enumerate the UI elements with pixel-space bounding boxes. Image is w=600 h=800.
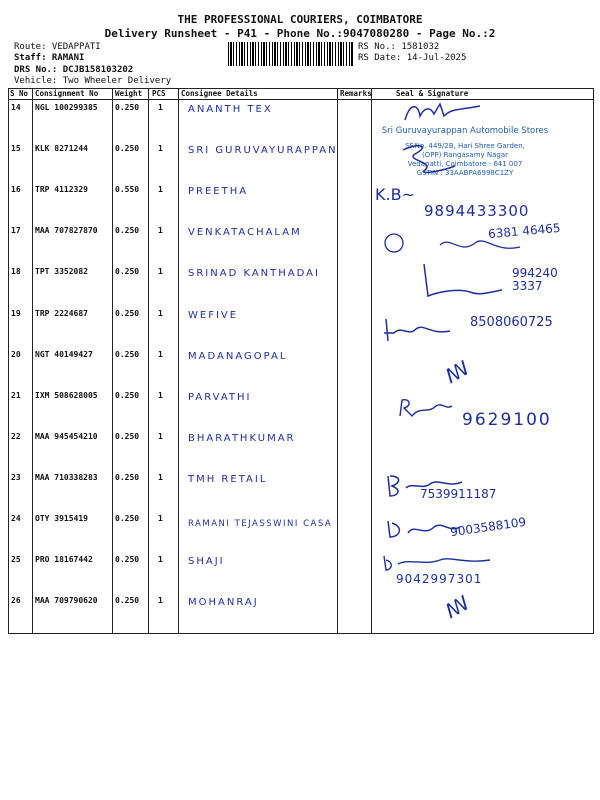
consignee-name: WEFIVE: [188, 309, 239, 321]
consignment-number: TPT 3352082: [35, 267, 88, 277]
consignee-name: PARVATHI: [188, 391, 252, 403]
weight: 0.250: [115, 308, 140, 318]
consignee-name: SRI GURUVAYURAPPAN: [188, 145, 338, 157]
consignee-name: ANANTH TEX: [188, 104, 273, 115]
stamp-line: GSTIN : 33AABPA6998C1ZY: [416, 169, 514, 177]
weight: 0.250: [115, 514, 140, 523]
signature-26: ꟿ: [440, 590, 474, 624]
consignee-name: BHARATHKUMAR: [188, 432, 296, 444]
pcs: 1: [158, 472, 163, 482]
sno: 18: [11, 267, 21, 277]
drs-number: DRS No.: DCJB158103202: [14, 65, 134, 75]
col-consignee: Consignee Details: [181, 89, 258, 98]
col-remarks: Remarks: [340, 89, 372, 98]
consignment-number: MAA 709790620: [35, 596, 98, 606]
stamp-line: SF.No. 449/2B, Hari Shree Garden,: [405, 142, 525, 150]
pcs: 1: [158, 596, 163, 606]
col-consignment: Consignment No: [35, 89, 99, 98]
sno: 20: [11, 349, 21, 359]
weight: 0.250: [115, 267, 140, 277]
phone-19: 8508060725: [470, 315, 553, 330]
col-signature: Seal & Signature: [396, 89, 469, 98]
sno: 21: [11, 390, 21, 400]
runsheet-subtitle: Delivery Runsheet - P41 - Phone No.:9047080280 - Page No.:2: [104, 27, 496, 40]
phone-25: 9042997301: [396, 572, 483, 586]
consignee-name: VENKATACHALAM: [188, 227, 302, 239]
consignee-name: MADANAGOPAL: [188, 350, 288, 362]
signature-16: K.B~: [375, 185, 416, 204]
weight: 0.250: [115, 555, 140, 565]
barcode: [228, 42, 353, 66]
weight: 0.250: [115, 596, 140, 606]
vehicle: Vehicle: Two Wheeler Delivery: [14, 76, 172, 86]
col-pcs: PCS: [152, 89, 166, 98]
table-row: [8, 428, 594, 469]
table-row: [8, 346, 594, 387]
pcs: 1: [158, 226, 163, 236]
consignment-number: MAA 945454210: [35, 431, 98, 441]
sno: 16: [11, 185, 21, 195]
signature-18: [418, 262, 508, 302]
sno: 24: [11, 514, 21, 523]
pcs: 1: [158, 514, 163, 523]
route: Route: VEDAPPATI: [14, 42, 101, 52]
consignment-number: NGT 40149427: [35, 349, 93, 359]
phone-23: 7539911187: [420, 487, 497, 501]
table-row: [8, 469, 594, 510]
consignee-name: SHAJI: [188, 556, 225, 568]
weight: 0.250: [115, 144, 140, 154]
consignment-number: TRP 4112329: [35, 185, 88, 195]
consignment-number: MAA 710338283: [35, 472, 98, 482]
pcs: 1: [158, 431, 163, 441]
pcs: 1: [158, 349, 163, 359]
weight: 0.250: [115, 431, 140, 441]
company-title: THE PROFESSIONAL COURIERS, COIMBATORE: [177, 13, 423, 26]
consignment-number: TRP 2224687: [35, 308, 88, 318]
weight: 0.250: [115, 103, 140, 112]
table-row: [8, 551, 594, 592]
consignee-name: RAMANI TEJASSWINI CASA: [188, 519, 333, 529]
weight: 0.550: [115, 185, 140, 195]
pcs: 1: [158, 555, 163, 565]
table-row: [8, 592, 594, 633]
signature-21: [396, 396, 456, 420]
signature-14: [400, 98, 490, 126]
consignee-name: PREETHA: [188, 186, 249, 198]
consignment-number: MAA 707827870: [35, 226, 98, 236]
phone-17: 6381 46465: [487, 220, 562, 242]
phone-18: 994240 3337: [512, 266, 558, 293]
stamp-name: Sri Guruvayurappan Automobile Stores: [381, 126, 549, 136]
consignee-name: MOHANRAJ: [188, 597, 259, 609]
rs-date: RS Date: 14-Jul-2025: [358, 53, 467, 63]
weight: 0.250: [115, 349, 140, 359]
pcs: 1: [158, 185, 163, 195]
weight: 0.250: [115, 390, 140, 400]
phone-21: 9629100: [462, 410, 552, 430]
pcs: 1: [158, 267, 163, 277]
sno: 19: [11, 308, 21, 318]
rs-number: RS No.: 1581032: [358, 42, 440, 52]
consignment-number: OTY 3915419: [35, 514, 88, 523]
consignee-name: TMH RETAIL: [188, 473, 268, 485]
stamp-line: Vedapatti, Coimbatore - 641 007: [407, 160, 523, 168]
consignment-number: PRO 18167442: [35, 555, 93, 565]
sno: 23: [11, 472, 21, 482]
col-sno: S No: [10, 89, 29, 98]
sno: 17: [11, 226, 21, 236]
sno: 25: [11, 555, 21, 565]
weight: 0.250: [115, 226, 140, 236]
stamp-line: (OPP) Rangasamy Nagar: [421, 151, 509, 159]
signature-15: [395, 140, 465, 180]
phone-16: 9894433300: [424, 202, 530, 220]
signature-20: ꟿ: [440, 355, 474, 389]
pcs: 1: [158, 390, 163, 400]
phone-24: 9003588109: [449, 514, 527, 540]
consignment-number: IXM 508628005: [35, 390, 98, 400]
pcs: 1: [158, 308, 163, 318]
col-weight: Weight: [115, 89, 143, 98]
sno: 22: [11, 431, 21, 441]
consignment-number: NGL 100299385: [35, 103, 98, 112]
pcs: 1: [158, 103, 163, 112]
pcs: 1: [158, 144, 163, 154]
consignee-name: SRINAD KANTHADAI: [188, 268, 320, 280]
sno: 15: [11, 144, 21, 154]
sno: 26: [11, 596, 21, 606]
consignment-number: KLK 8271244: [35, 144, 88, 154]
signature-19: [380, 315, 470, 345]
sno: 14: [11, 103, 21, 112]
signature-25: [380, 552, 500, 572]
weight: 0.250: [115, 472, 140, 482]
staff: Staff: RAMANI: [14, 53, 85, 63]
